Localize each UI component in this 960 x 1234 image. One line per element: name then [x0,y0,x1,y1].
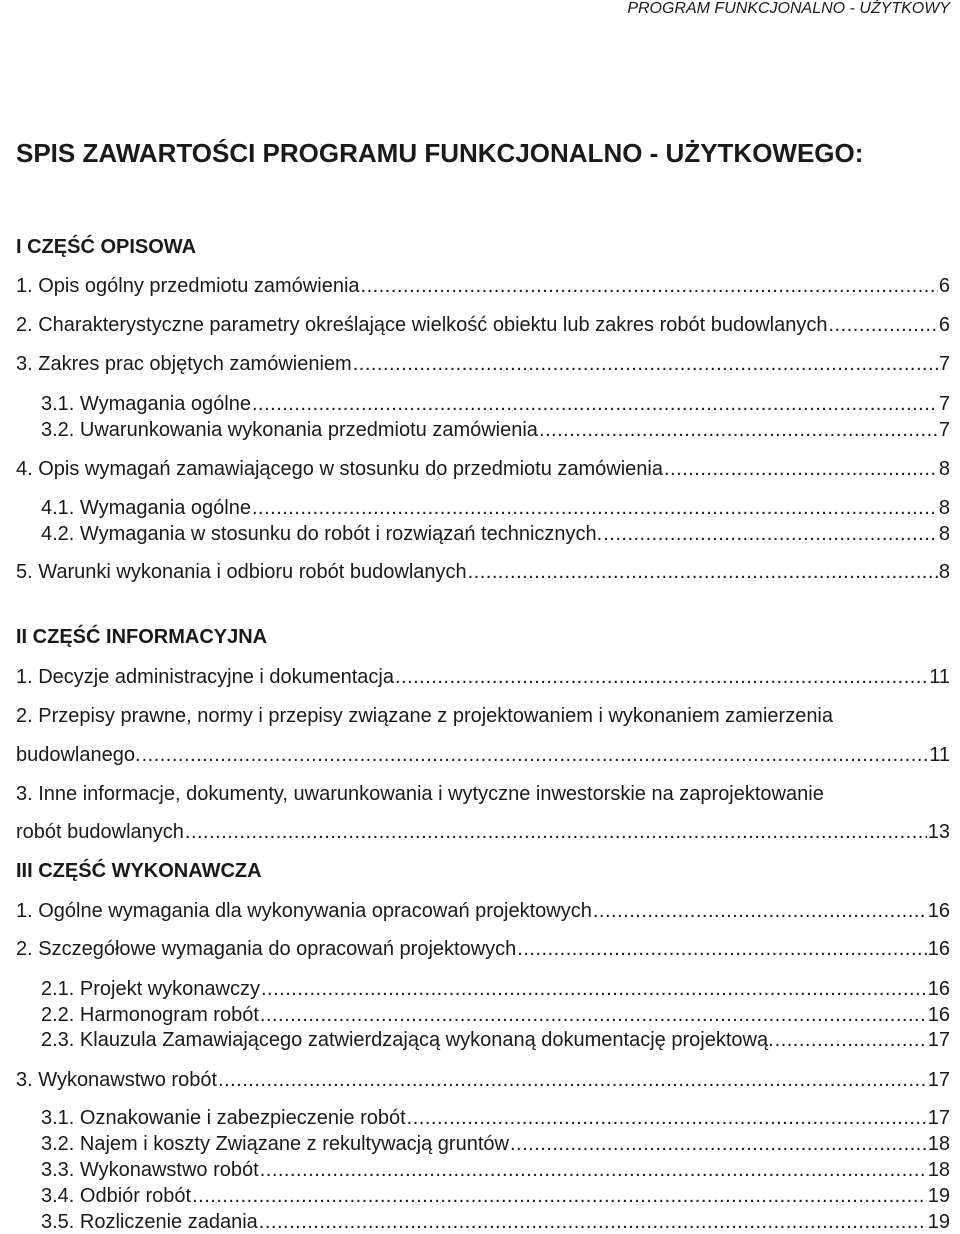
toc-entry-page: 6 [938,314,950,336]
toc-entry-page: 19 [927,1185,950,1207]
toc-entry-page: 6 [938,275,950,297]
toc-entry-page: 11 [929,744,950,766]
toc-entry-text: 3.1. Oznakowanie i zabezpieczenie robót [41,1107,406,1129]
toc-entry-page: 13 [927,821,950,843]
dot-leader [252,392,938,416]
toc-entry-text: 3. Zakres prac objętych zamówieniem [16,353,352,375]
toc-entry-text: 1. Opis ogólny przedmiotu zamówienia [16,275,360,297]
toc-entry-text: 3.4. Odbiór robót [41,1185,192,1207]
dot-leader [539,418,938,442]
toc-entry-text: 2. Charakterystyczne parametry określające wielkość obiektu lub zakres robót budowlanych [16,314,828,336]
toc-entry-page: 7 [938,393,950,415]
section-heading-opisowa: I CZĘŚĆ OPISOWA [16,236,197,258]
dot-leader [593,899,927,923]
section-heading-wykonawcza: III CZĘŚĆ WYKONAWCZA [16,860,262,882]
dot-leader [829,313,938,337]
toc-entry-text: 1. Decyzje administracyjne i dokumentacja [16,666,394,688]
running-header: PROGRAM FUNKCJONALNO - UŻYTKOWY [627,0,950,17]
page-title: SPIS ZAWARTOŚCI PROGRAMU FUNKCJONALNO - UŻYTKOWEGO: [16,138,864,168]
toc-entry[interactable] [16,1068,950,1092]
toc-entry-text: 4.1. Wymagania ogólne [41,497,251,519]
toc-entry-page: 18 [927,1133,950,1155]
toc-entry-page: 8 [938,561,950,583]
toc-entry[interactable] [41,522,950,546]
dot-leader [353,352,938,376]
toc-entry[interactable] [16,937,950,961]
toc-entry-text: 3.2. Uwarunkowania wykonania przedmiotu zamówienia [41,419,538,441]
toc-entry-text: 4.2. Wymagania w stosunku do robót i rozwiązań technicznych. [41,523,603,545]
toc-entry-text: 3.3. Wykonawstwo robót [41,1159,259,1181]
dot-leader [664,457,938,481]
toc-entry[interactable] [41,496,950,520]
dot-leader [603,522,938,546]
toc-entry-page: 8 [938,497,950,519]
toc-entry[interactable] [16,352,950,376]
dot-leader [259,1210,927,1234]
toc-entry[interactable] [16,820,950,844]
toc-entry-text: 3.2. Najem i koszty Związane z rekultywacją gruntów [41,1133,509,1155]
toc-entry-page: 17 [927,1069,950,1091]
toc-entry-page: 16 [927,978,950,1000]
dot-leader [192,1184,927,1208]
dot-leader [260,1003,927,1027]
toc-entry-text: robót budowlanych [16,821,184,843]
toc-entry-text: 2.3. Klauzula Zamawiającego zatwierdzającą wykonaną dokumentację projektową. [41,1029,774,1051]
toc-entry-text: 3.1. Wymagania ogólne [41,393,251,415]
toc-entry-text: budowlanego. [16,744,141,766]
toc-entry-page: 16 [927,1004,950,1026]
toc-entry[interactable] [41,1028,950,1052]
toc-entry[interactable] [16,899,950,923]
toc-entry[interactable] [41,1158,950,1182]
toc-entry[interactable] [41,392,950,416]
toc-entry-page: 18 [927,1159,950,1181]
toc-entry-text: 1. Ogólne wymagania dla wykonywania opracowań projektowych [16,900,592,922]
toc-entry[interactable] [16,743,950,767]
toc-entry[interactable] [16,457,950,481]
toc-entry-page: 17 [927,1107,950,1129]
dot-leader [261,977,927,1001]
toc-entry-page: 19 [927,1211,950,1233]
toc-entry-page: 16 [927,900,950,922]
toc-entry[interactable] [16,665,950,689]
dot-leader [775,1028,927,1052]
toc-entry[interactable] [41,977,950,1001]
toc-entry-wrapped-line[interactable]: 2. Przepisy prawne, normy i przepisy związane z projektowaniem i wykonaniem zamierzenia [16,705,834,727]
toc-entry-text: 5. Warunki wykonania i odbioru robót budowlanych [16,561,467,583]
toc-entry-text: 4. Opis wymagań zamawiającego w stosunku do przedmiotu zamówienia [16,458,663,480]
toc-entry[interactable] [16,560,950,584]
toc-entry-page: 7 [938,353,950,375]
toc-entry-page: 8 [938,458,950,480]
toc-entry-page: 7 [938,419,950,441]
toc-entry[interactable] [41,1132,950,1156]
toc-entry[interactable] [41,1106,950,1130]
dot-leader [517,937,926,961]
dot-leader [361,274,938,298]
dot-leader [468,560,938,584]
dot-leader [142,743,929,767]
toc-entry-text: 3.5. Rozliczenie zadania [41,1211,258,1233]
toc-entry-text: 2. Szczegółowe wymagania do opracowań projektowych [16,938,517,960]
dot-leader [218,1068,927,1092]
toc-entry-text: 2.1. Projekt wykonawczy [41,978,260,1000]
toc-entry[interactable] [41,1003,950,1027]
section-heading-informacyjna: II CZĘŚĆ INFORMACYJNA [16,626,268,648]
dot-leader [185,820,927,844]
toc-entry-wrapped-line[interactable]: 3. Inne informacje, dokumenty, uwarunkowania i wytyczne inwestorskie na zaprojektowanie [16,783,824,805]
toc-entry-page: 17 [927,1029,950,1051]
toc-entry[interactable] [41,1210,950,1234]
toc-entry-text: 3. Wykonawstwo robót [16,1069,218,1091]
dot-leader [510,1132,927,1156]
toc-entry-page: 16 [927,938,950,960]
toc-entry[interactable] [41,1184,950,1208]
dot-leader [252,496,938,520]
toc-entry[interactable] [41,418,950,442]
toc-entry-page: 8 [938,523,950,545]
toc-entry-page: 11 [929,666,950,688]
dot-leader [260,1158,927,1182]
toc-entry[interactable] [16,274,950,298]
dot-leader [395,665,928,689]
dot-leader [407,1106,927,1130]
toc-entry[interactable] [16,313,950,337]
toc-entry-text: 2.2. Harmonogram robót [41,1004,259,1026]
